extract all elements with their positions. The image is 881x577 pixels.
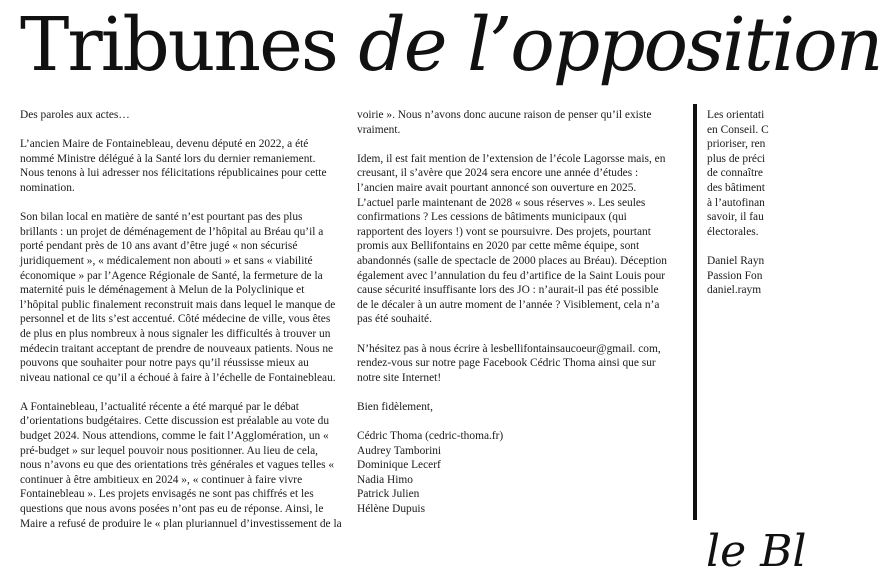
closing-salutation: Bien fidèlement,: [357, 400, 433, 413]
title-italic: de l’opposition: [358, 2, 881, 88]
paragraph: A Fontainebleau, l’actualité récente a été marqué par le débat d’orientations budgétaires. Cette discussion est préalable au vote du budget 2024. Nous attendions, comme le fait l’Agglomération, un « pré-budget » sur lequel pouvoir nous positionner. Au lieu de cela, nous n’avons eu que des orientations très générales et vagues telles « continuer à être ambitieux en 2024 », « continuer à faire vivre Fontainebleau ». Les projets envisagés ne sont pas chiffrés et les questions que nous avons posées n’ont pas eu de réponse. Ainsi, le Maire a refusé de produire le « plan pluriannuel d’investissement de la: [20, 400, 342, 530]
signatory: Nadia Himo: [357, 473, 413, 486]
signatory: Dominique Lecerf: [357, 459, 441, 472]
paragraph: Idem, il est fait mention de l’extension de l’école Lagorsse mais, en creusant, il s’avère que 2024 sera encore une année d’études : l’ancien maire avait pourtant annoncé son ouverture en 2025. L’actuel parle maintenant de 2028 « sous réserves ». Les seules confirmations ? Les cessions de bâtiments municipaux (qui rapportent des loyers !) vont se poursuivre. Des projets, pourtant promis aux Bellifontains en 2020 par cette même équipe, sont abandonnés (salle de spectacle de 2000 places au Bréau). Déception également avec l’annulation du feu d’artifice de la Saint Louis pour cause sécurité insuffisante lors des JO : n’aurait-il pas été possible de le décaler à un autre moment de l’année ? Visiblement, cela n’a pas été souhaité.: [357, 152, 667, 326]
contact-paragraph: N’hésitez pas à nous écrire à lesbellifontainsaucoeur@gmail. com, rendez-vous sur notre page Facebook Cédric Thoma ainsi que sur notre site Internet!: [357, 342, 661, 384]
text-line: en Conseil. C: [707, 123, 769, 136]
paragraph: Des paroles aux actes…: [20, 109, 130, 121]
article-column-2: [357, 108, 669, 517]
signature-block: [707, 254, 787, 298]
column-divider-rule: [693, 104, 697, 520]
signatory: Hélène Dupuis: [357, 503, 426, 516]
paragraph: [707, 108, 787, 239]
paragraph: voirie ». Nous n’avons donc aucune raison de penser qu’il existe vraiment.: [357, 109, 652, 136]
text-line: prioriser, ren: [707, 138, 766, 151]
text-line: Les orientati: [707, 109, 765, 121]
signatory: Patrick Julien: [357, 488, 420, 501]
signatory: Passion Fon: [707, 269, 763, 282]
article-column-1: [20, 108, 342, 531]
text-line: savoir, il fau: [707, 211, 764, 224]
signatory: Audrey Tamborini: [357, 444, 442, 457]
signatory: Cédric Thoma (cedric-thoma.fr): [357, 430, 504, 443]
text-line: électorales.: [707, 225, 759, 238]
article-column-3-cropped: [707, 108, 787, 298]
page-title: [20, 2, 881, 88]
text-line: des bâtiment: [707, 181, 765, 194]
title-plain: Tribunes: [20, 2, 359, 88]
paragraph: L’ancien Maire de Fontainebleau, devenu député en 2022, a été nommé Ministre délégué à la Santé lors du dernier remaniement. Nous tenons à lui adresser nos félicitations républicaines pour cette nomination.: [20, 138, 327, 194]
text-line: plus de préci: [707, 152, 766, 165]
magazine-logo: le Bl: [706, 526, 807, 577]
text-line: à l’autofinan: [707, 196, 765, 209]
signatory-email: daniel.raym: [707, 284, 762, 297]
paragraph: Son bilan local en matière de santé n’est pourtant pas des plus brillants : un projet de déménagement de l’hôpital au Bréau qu’il a porté pendant près de 10 ans avant d’être jugé « non sécurisé juridiquement », « médicalement non abouti » et sans « viabilité économique » par l’Agence Régionale de Santé, la fermeture de la maternité puis le déménagement à Melun de la Polyclinique et l’hôpital public finalement reconstruit mais dans lequel le manque de personnel et de lits s’est accentué. Côté médecine de ville, vous êtes de plus en plus nombreux à nous signaler les difficultés à trouver un médecin traitant acceptant de prendre de nouveaux patients. Nous ne pouvons que souhaiter pour notre pays qu’il réussisse mieux au niveau national ce qu’il a échoué à faire à l’échelle de Fontainebleau.: [20, 211, 336, 384]
signatory: Daniel Rayn: [707, 254, 765, 267]
text-line: de connaître: [707, 167, 763, 180]
signatories-list: [357, 429, 669, 517]
